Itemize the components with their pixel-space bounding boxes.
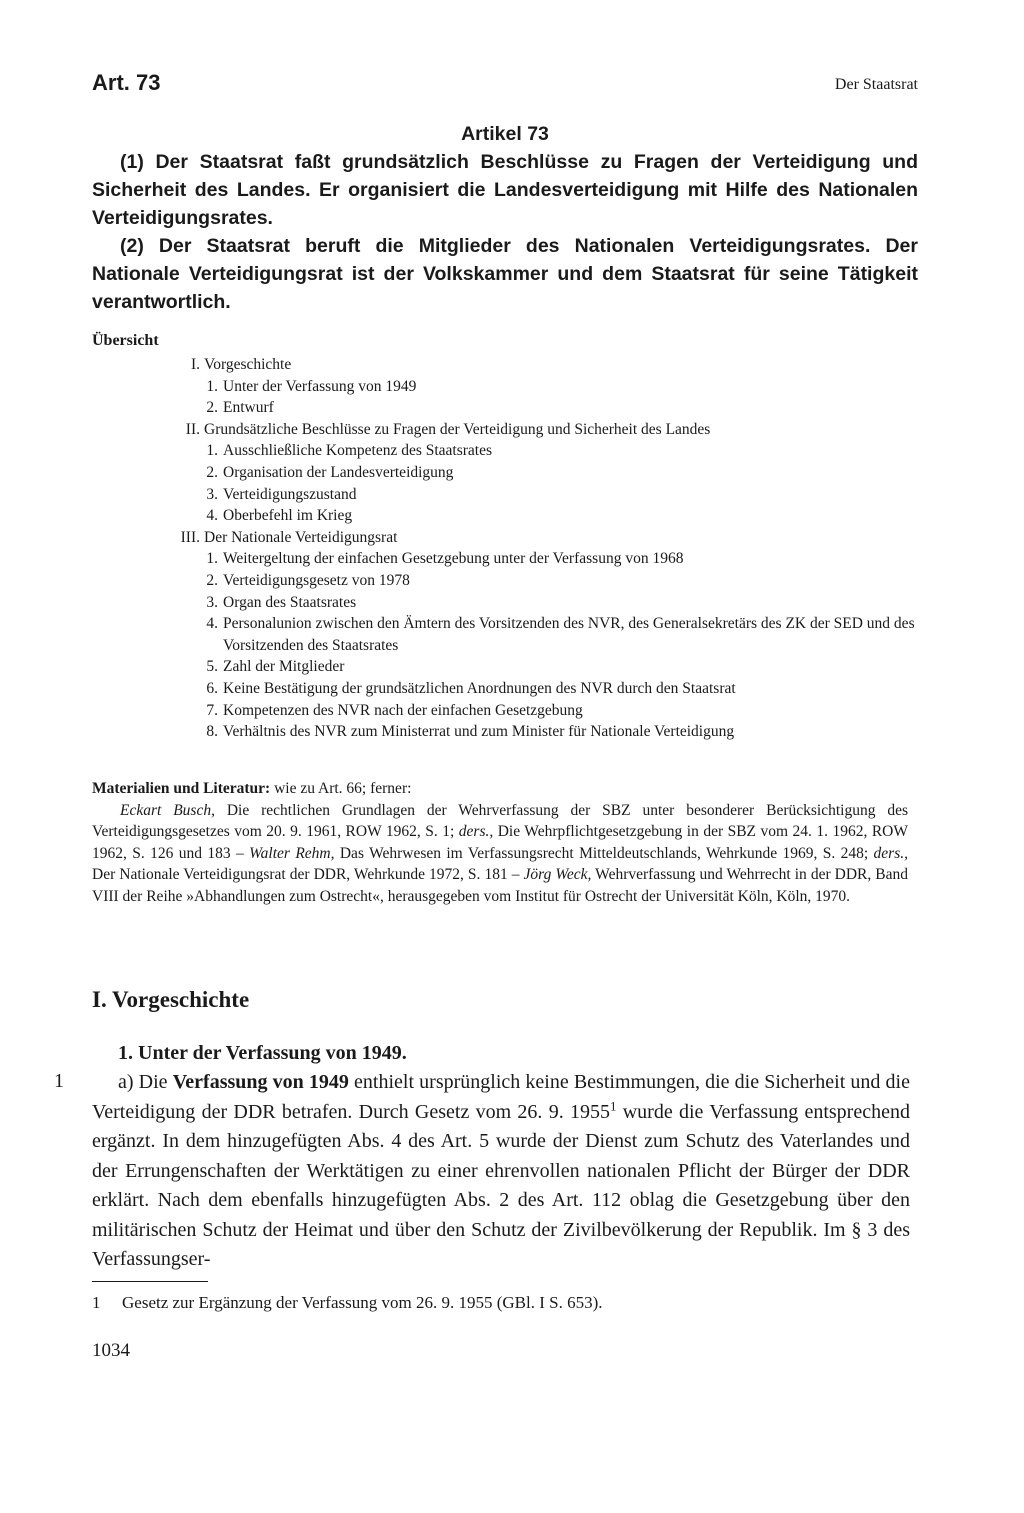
overview-item-text: Oberbefehl im Krieg xyxy=(223,507,353,525)
overview-item-text: Zahl der Mitglieder xyxy=(223,658,345,676)
body-paragraph-text xyxy=(92,1068,910,1275)
overview-item xyxy=(92,462,932,484)
subsection-heading: 1. Unter der Verfassung von 1949. xyxy=(118,1042,407,1064)
overview-item xyxy=(92,440,932,462)
author-name: ders., xyxy=(458,823,494,841)
overview-item-text: Verteidigungszustand xyxy=(223,485,357,503)
overview-item-number: 3. xyxy=(206,593,218,611)
footnote-reference: 1 xyxy=(609,1097,617,1113)
overview-item-number: 1. xyxy=(206,442,218,460)
overview-item-text: Organ des Staatsrates xyxy=(223,593,357,611)
overview-item-text: Weitergeltung der einfachen Gesetzgebung unter der Verfassung von 1968 xyxy=(223,550,684,568)
overview-item xyxy=(92,613,932,656)
author-name: ders., xyxy=(873,844,908,862)
overview-item xyxy=(92,570,932,592)
overview-item-number: 1. xyxy=(206,550,218,568)
overview-item-number: 7. xyxy=(206,701,218,719)
paragraph-text: wurde die Verfassung entsprechend ergänzt. In dem hinzugefügten Abs. 4 des Art. 5 wurde der Dienst zum Schutz des Vaterlandes und der Errungenschaften der Werktätigen zu einer ehrenvollen nationalen Pflicht der Bürger der DDR erklärt. Nach dem ebenfalls hinzugefügten Abs. 2 des Art. 112 oblag die Gesetzgebung über den militärischen Schutz der Heimat und über den Schutz der Zivilbevölkerung der Republik. Im § 3 des Verfassungser- xyxy=(92,1100,910,1270)
materials-body xyxy=(92,800,908,908)
overview-item-text: Verteidigungsgesetz von 1978 xyxy=(223,571,410,589)
overview-item-number: 3. xyxy=(206,485,218,503)
footnote-rule xyxy=(92,1281,208,1282)
overview-item-text: Ausschließliche Kompetenz des Staatsrates xyxy=(223,442,493,460)
overview-item-text: Unter der Verfassung von 1949 xyxy=(223,377,417,395)
overview-item xyxy=(92,484,932,506)
author-name: Walter Rehm, xyxy=(249,844,335,862)
overview-item-number: I. xyxy=(190,356,200,373)
overview-item-number: 2. xyxy=(206,399,218,417)
overview-item-text: Keine Bestätigung der grundsätzlichen Anordnungen des NVR durch den Staatsrat xyxy=(223,679,736,697)
article-text-block xyxy=(92,120,918,316)
overview-item-number: 2. xyxy=(206,463,218,481)
overview-item-number: III. xyxy=(180,528,200,546)
materials-intro: wie zu Art. 66; ferner: xyxy=(270,780,412,797)
citation-text: Das Wehrwesen im Verfassungsrecht Mitteldeutschlands, Wehrkunde 1969, S. 248; xyxy=(334,844,874,862)
citation-text: Die rechtlichen Grundlagen der Wehrverfassung der SBZ unter besonderer Berücksichtigung des Verteidigungsgesetzes vom 20. 9. 1961, ROW 1962, S. 1; xyxy=(92,801,908,841)
overview-item xyxy=(92,419,932,441)
overview-item xyxy=(92,656,932,678)
overview-item xyxy=(92,505,932,527)
overview-item-number: 2. xyxy=(206,571,218,589)
overview-item xyxy=(92,548,932,570)
overview-item-text: Verhältnis des NVR zum Ministerrat und zum Minister für Nationale Verteidigung xyxy=(223,723,735,741)
overview-item-number: 8. xyxy=(206,723,218,741)
materials-label: Materialien und Literatur: xyxy=(92,780,271,797)
citation-text: Der Nationale Verteidigungsrat der DDR, Wehrkunde 1972, S. 181 – xyxy=(92,866,524,884)
overview-item-number: 5. xyxy=(206,658,218,676)
overview-item-number: II. xyxy=(185,420,200,438)
footnote xyxy=(92,1293,602,1313)
article-paragraph-2: (2) Der Staatsrat beruft die Mitglieder des Nationalen Verteidigungsrates. Der Nationale Verteidigungsrat ist der Volkskammer und dem Staatsrat für seine Tätigkeit verantwortlich. xyxy=(92,235,918,313)
overview-item xyxy=(92,700,932,722)
overview-item-number: 1. xyxy=(206,377,218,395)
body-paragraph xyxy=(92,1068,910,1275)
overview-item xyxy=(92,527,932,549)
overview-label: Übersicht xyxy=(92,332,159,349)
footnote-number: 1 xyxy=(92,1293,101,1312)
paragraph-text: enthielt ursprünglich keine Bestimmungen, die die Sicherheit und die Verteidigung der DDR betrafen. Durch Gesetz vom 26. 9. 1955 xyxy=(92,1071,910,1123)
overview-item xyxy=(92,397,932,419)
footnote-text: Gesetz zur Ergänzung der Verfassung vom 26. 9. 1955 (GBl. I S. 653). xyxy=(122,1293,603,1312)
article-title: Artikel 73 xyxy=(461,123,549,145)
overview-item xyxy=(92,721,932,743)
running-head-article: Art. 73 xyxy=(92,70,161,95)
overview-item-number: 4. xyxy=(206,507,218,525)
overview-list xyxy=(92,354,932,743)
overview-item-text: Organisation der Landesverteidigung xyxy=(223,463,454,481)
author-name: Jörg Weck, xyxy=(523,866,592,884)
author-name: Eckart Busch, xyxy=(120,801,215,819)
overview-item xyxy=(92,354,932,376)
materials-literature xyxy=(92,778,908,908)
page-number: 1034 xyxy=(92,1340,130,1361)
overview-item-text: Vorgeschichte xyxy=(204,356,292,373)
paragraph-text: a) Die xyxy=(118,1071,173,1093)
overview-item-number: 6. xyxy=(206,679,218,697)
margin-number: 1 xyxy=(54,1070,64,1092)
citation-text: Die Wehrpflichtgesetzgebung in der SBZ vom 24. 1. 1962, ROW 1962, S. 126 und 183 – xyxy=(92,823,909,862)
overview-item-text: Kompetenzen des NVR nach der einfachen Gesetzgebung xyxy=(223,701,583,719)
overview-item-text: Grundsätzliche Beschlüsse zu Fragen der Verteidigung und Sicherheit des Landes xyxy=(204,420,711,438)
overview-item-text: Personalunion zwischen den Ämtern des Vorsitzenden des NVR, des Generalsekretärs des ZK der SED und des Vorsitzenden des Staatsrates xyxy=(223,615,915,654)
emphasized-text: Verfassung von 1949 xyxy=(172,1071,349,1093)
overview-item-text: Der Nationale Verteidigungsrat xyxy=(204,528,398,546)
section-heading: I. Vorgeschichte xyxy=(92,987,250,1012)
citation-text: Wehrverfassung und Wehrrecht in der DDR, Band VIII der Reihe »Abhandlungen zum Ostrecht«, herausgegeben vom Institut für Ostrecht der Universität Köln, Köln, 1970. xyxy=(92,866,908,905)
overview-item xyxy=(92,592,932,614)
article-paragraph-1: (1) Der Staatsrat faßt grundsätzlich Beschlüsse zu Fragen der Verteidigung und Sicherheit des Landes. Er organisiert die Landesverteidigung mit Hilfe des Nationalen Verteidigungsrates. xyxy=(92,151,918,229)
overview-item xyxy=(92,376,932,398)
running-head-chapter: Der Staatsrat xyxy=(834,76,918,93)
overview-item xyxy=(92,678,932,700)
overview-item-number: 4. xyxy=(206,615,218,633)
overview-item-text: Entwurf xyxy=(223,399,274,417)
